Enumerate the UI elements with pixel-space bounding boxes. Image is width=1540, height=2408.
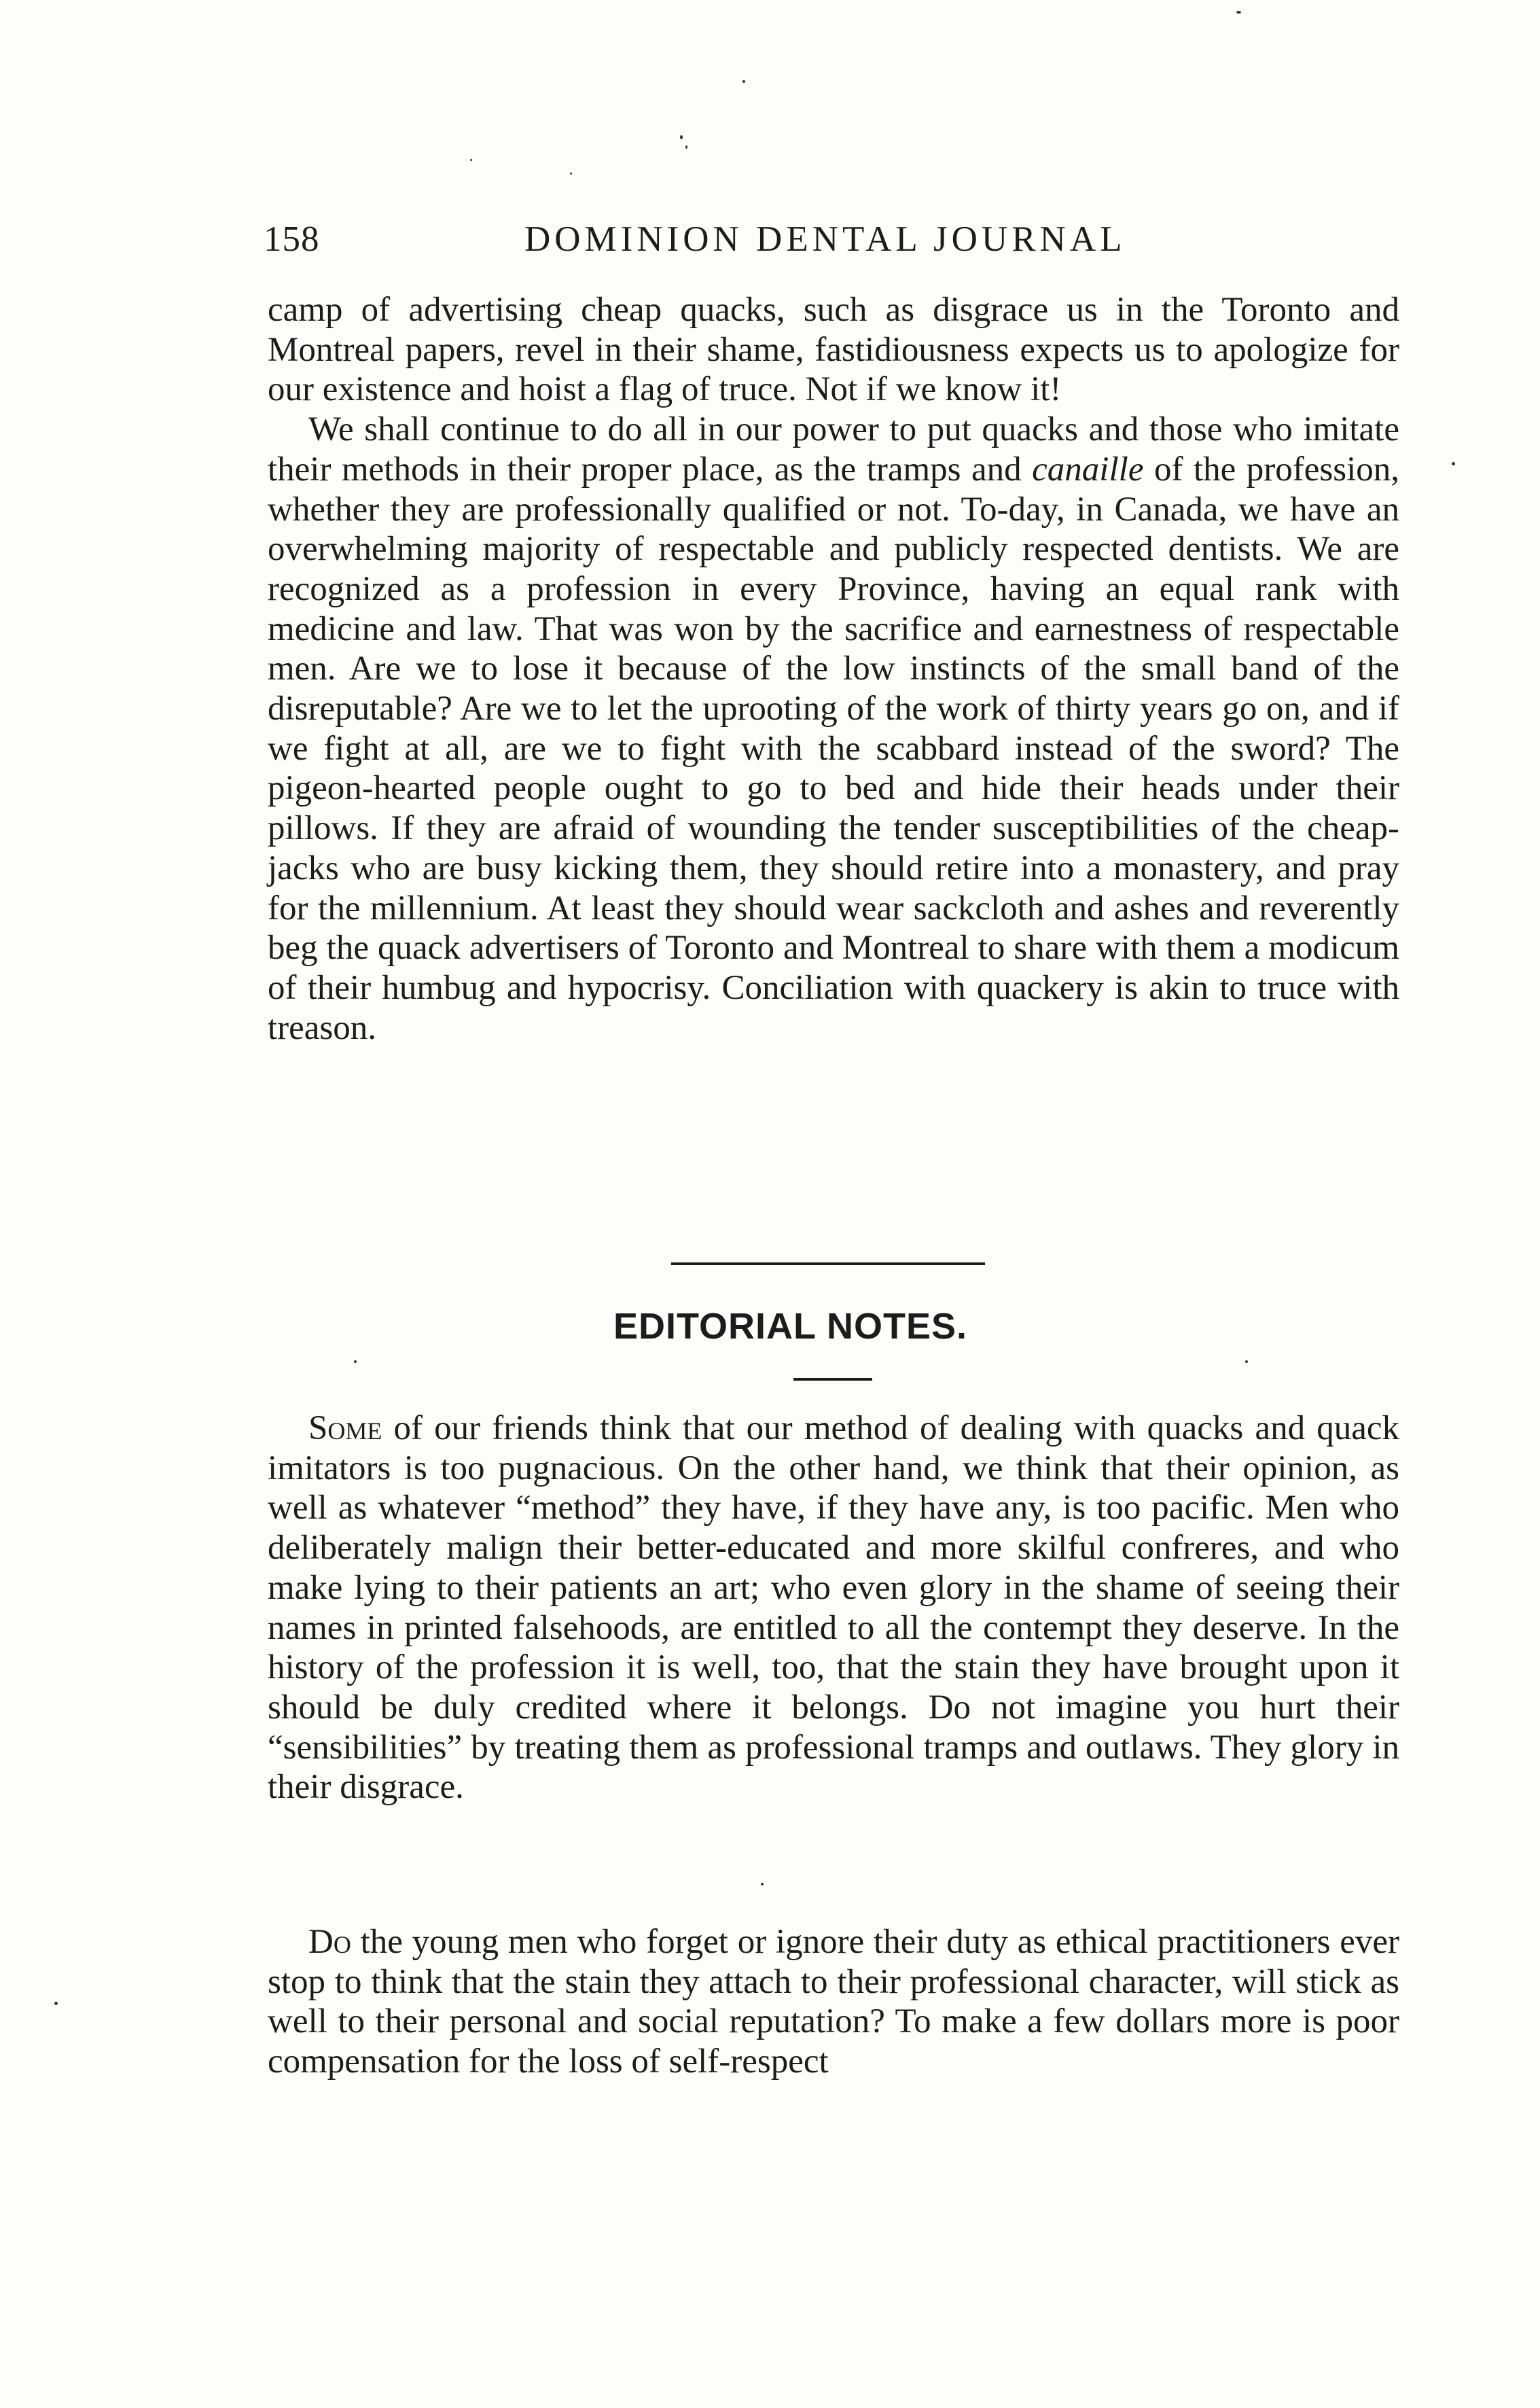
section-divider [671, 1262, 985, 1265]
italic-term: canaille [1032, 450, 1144, 489]
print-speck [1245, 1360, 1248, 1363]
paragraph-text: of the profession, whether they are professionally qualified or not. To-day, in Canada, we have an overwhelming majority of respectable and publicly respected dentists. We are recognized as a profession in every Province, having an equal rank with medicine and law. That was won by the sacrifice and earnestness of respectable men. Are we to lose it because of the low instincts of the small band of the disreputable? Are we to let the uprooting of the work of thirty years go on, and if we fight at all, are we to fight with the scabbard instead of the sword? The pigeon-hearted people ought to go to bed and hide their heads under their pillows. If they are afraid of wounding the tender susceptibilities of the cheap-jacks who are busy kicking them, they should retire into a monastery, and pray for the millennium. At least they should wear sackcloth and ashes and reverently beg the quack advertisers of Toronto and Montreal to share with them a modicum of their humbug and hypocrisy. Conciliation with quackery is akin to truce with treason. [268, 450, 1399, 1047]
print-speck [54, 2002, 58, 2005]
page-header [264, 219, 1405, 260]
lead-word: Do [308, 1923, 351, 1961]
article-continuation [268, 290, 1399, 1048]
paragraph [268, 1922, 1399, 2082]
page-number: 158 [264, 219, 320, 259]
print-speck [685, 145, 687, 149]
paragraph-text: the young men who forget or ignore their duty as ethical practitioners ever stop to think that the stain they attach to their professional character, will stick as well to their personal and social reputation? To make a few dollars more is poor compensation for the loss of self-respect [268, 1923, 1399, 2081]
print-speck [742, 80, 745, 83]
heading-rule [793, 1378, 872, 1381]
print-speck [470, 159, 472, 161]
editorial-note [268, 1409, 1399, 1807]
paragraph [268, 1409, 1399, 1807]
editorial-note [268, 1922, 1399, 2082]
running-head: DOMINION DENTAL JOURNAL [524, 219, 1126, 259]
print-speck [1452, 462, 1455, 465]
print-speck [680, 135, 683, 139]
lead-word: Some [308, 1409, 382, 1447]
paragraph-text: We shall continue to do all in our power to put quacks and those who imitate their methods in their proper place, as the tramps and [268, 410, 1399, 489]
print-speck [570, 173, 572, 175]
print-speck [354, 1360, 357, 1363]
paragraph: camp of advertising cheap quacks, such as disgrace us in the Toronto and Montreal papers, revel in their shame, fastidiousness expects us to apologize for our existence and hoist a flag of truce. Not if we know it! [268, 291, 1399, 409]
print-speck [761, 1883, 764, 1885]
paragraph-text: of our friends think that our method of dealing with quacks and quack imitators is too pugnacious. On the other hand, we think that their opinion, as well as whatever “method” they have, if they have any, is too pacific. Men who deliberately malign their better-educated and more skilful confreres, and who make lying to their patients an art; who even glory in the shame of seeing their names in printed falsehoods, are entitled to all the contempt they deserve. In the history of the profession it is well, too, that the stain they have brought upon it should be duly credited where it belongs. Do not imagine you hurt their “sensibilities” by treating them as professional tramps and outlaws. They glory in their disgrace. [268, 1409, 1399, 1807]
section-heading: EDITORIAL NOTES. [613, 1306, 968, 1347]
paragraph [268, 410, 1399, 1048]
print-speck [1236, 11, 1241, 14]
